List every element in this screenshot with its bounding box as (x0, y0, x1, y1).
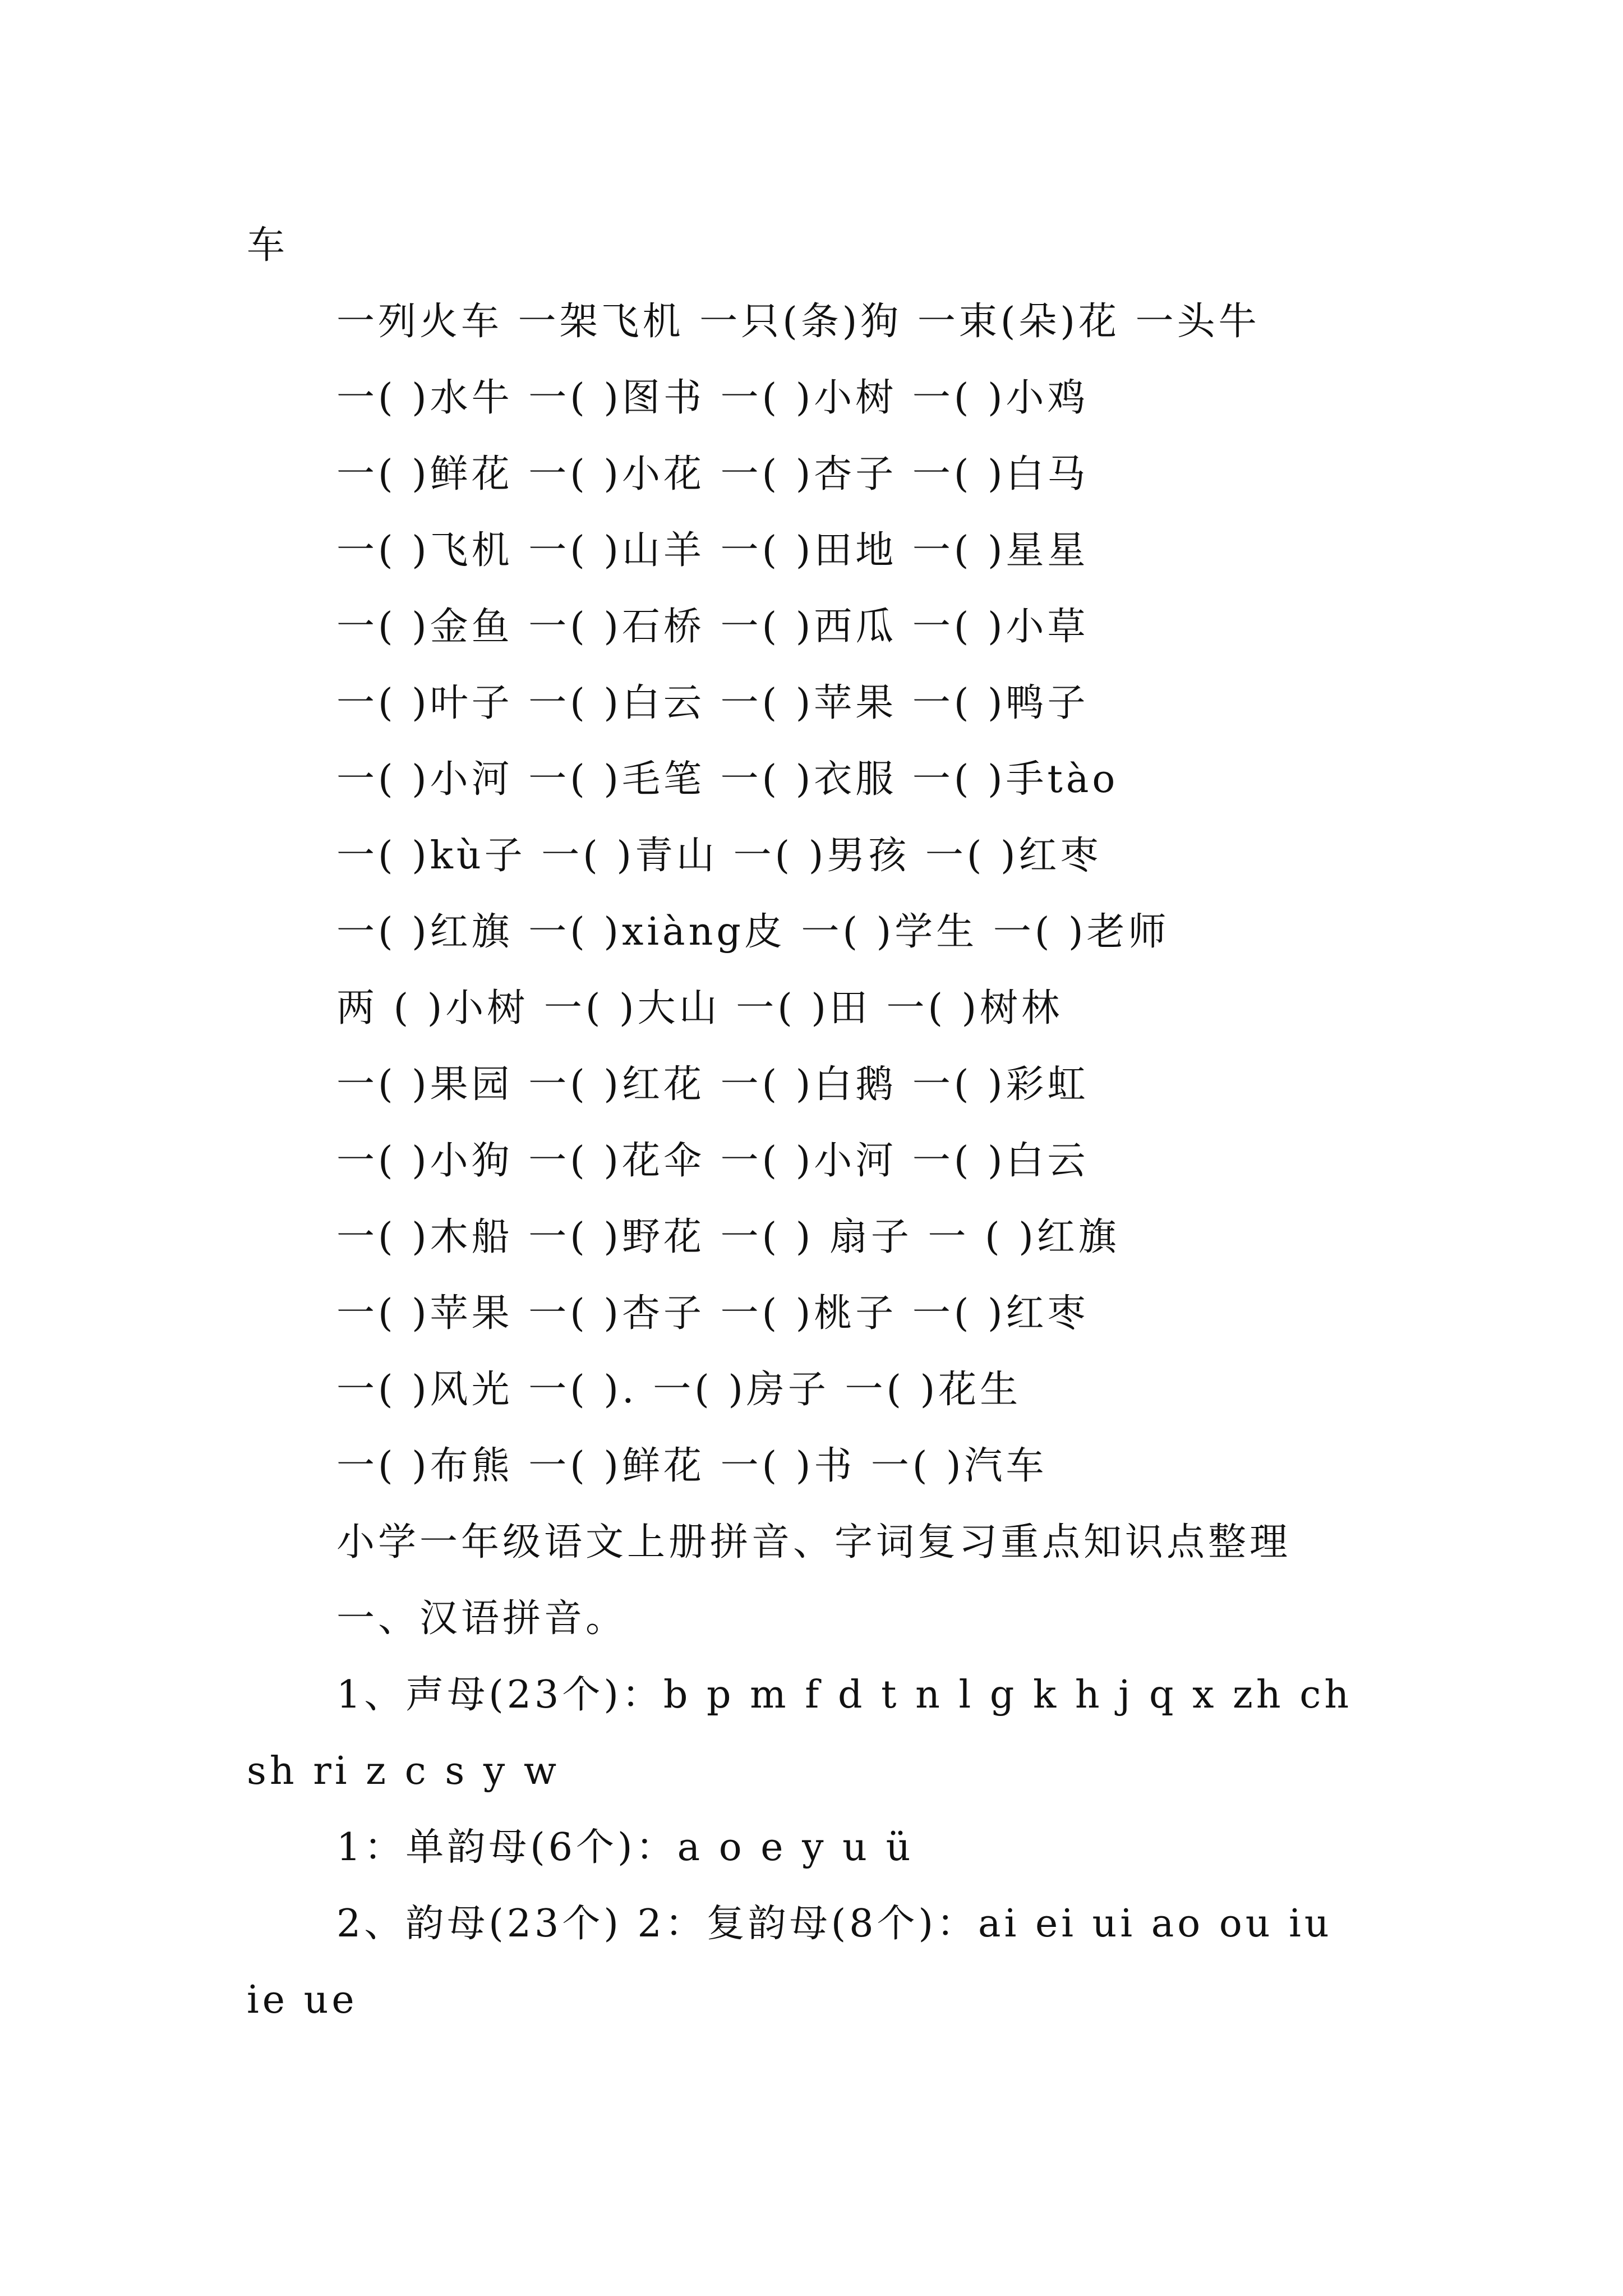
text-line: 一( )小狗 一( )花伞 一( )小河 一( )白云 (336, 1139, 1089, 1183)
section-heading: 小学一年级语文上册拼音、字词复习重点知识点整理 (336, 1520, 1292, 1565)
text-line: 一( )苹果 一( )杏子 一( )桃子 一( )红枣 (336, 1291, 1089, 1336)
text-line: 一( )小河 一( )毛笔 一( )衣服 一( )手tào (336, 757, 1119, 802)
text-line: 1：单韵母(6个)：a o e y u ü (336, 1825, 914, 1870)
text-line: 车 (247, 223, 289, 268)
text-line: 1、声母(23个)：b p m f d t n l g k h j q x zh ch (336, 1673, 1353, 1717)
section-heading: 一、汉语拼音。 (336, 1596, 628, 1641)
text-line: ie ue (247, 1978, 358, 2022)
text-line: 一( )kù子 一( )青山 一( )男孩 一( )红枣 (336, 834, 1102, 878)
text-line: 一( )叶子 一( )白云 一( )苹果 一( )鸭子 (336, 681, 1089, 725)
document-body (247, 208, 1396, 2039)
text-line: 一( )红旗 一( )xiàng皮 一( )学生 一( )老师 (336, 910, 1170, 954)
text-line: 两 ( )小树 一( )大山 一( )田 一( )树林 (336, 986, 1063, 1030)
text-line: 2、韵母(23个) 2：复韵母(8个)：ai ei ui ao ou iu (336, 1902, 1332, 1946)
text-line: 一( )金鱼 一( )石桥 一( )西瓜 一( )小草 (336, 605, 1089, 649)
text-line: sh ri z c s y w (247, 1749, 560, 1793)
text-line: 一( )风光 一( ). 一( )房子 一( )花生 (336, 1368, 1022, 1412)
text-line: 一( )水牛 一( )图书 一( )小树 一( )小鸡 (336, 376, 1089, 420)
text-line: 一( )布熊 一( )鲜花 一( )书 一( )汽车 (336, 1444, 1048, 1488)
text-line: 一列火车 一架飞机 一只(条)狗 一束(朵)花 一头牛 (336, 300, 1260, 344)
text-line: 一( )木船 一( )野花 一( ) 扇子 一 ( )红旗 (336, 1215, 1120, 1259)
text-line: 一( )飞机 一( )山羊 一( )田地 一( )星星 (336, 528, 1089, 573)
text-line: 一( )鲜花 一( )小花 一( )杏子 一( )白马 (336, 452, 1089, 496)
text-line: 一( )果园 一( )红花 一( )白鹅 一( )彩虹 (336, 1062, 1089, 1107)
